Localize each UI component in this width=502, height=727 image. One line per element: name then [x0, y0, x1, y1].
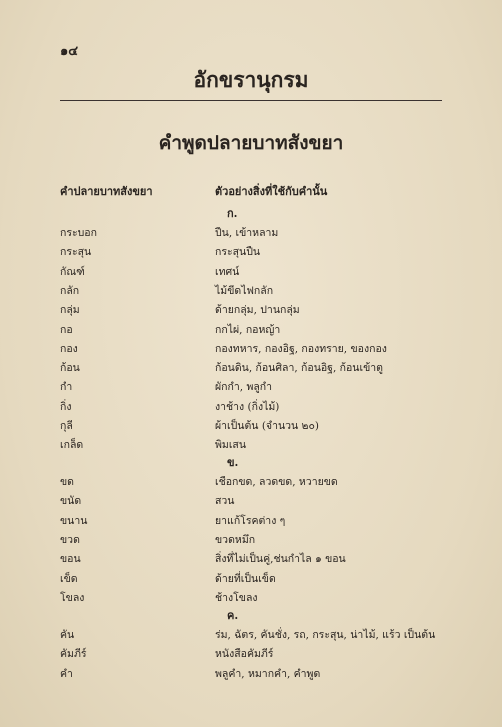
entry-row	[0, 378, 502, 396]
page-number: ๑๔	[60, 44, 79, 59]
entry-example: พิมเสน	[215, 439, 247, 452]
group-letter: ข.	[227, 456, 239, 469]
entry-row	[0, 321, 502, 339]
entry-row	[0, 224, 502, 242]
entry-row	[0, 589, 502, 607]
entry-term: ขนาน	[60, 514, 88, 527]
entry-example: กกไผ่, กอหญ้า	[215, 323, 281, 336]
entry-term: ก้อน	[60, 362, 80, 375]
entry-row	[0, 282, 502, 300]
entry-example: สวน	[215, 495, 235, 508]
entry-row	[0, 243, 502, 261]
entry-example: ด้ายที่เป็นเข็ด	[215, 572, 276, 585]
entry-example: ช้างโขลง	[215, 591, 258, 604]
entry-term: คำ	[60, 667, 73, 680]
entry-row	[0, 417, 502, 435]
entry-example: เทศน์	[215, 265, 240, 278]
entry-example: สิ่งที่ไม่เป็นคู่,ช่นกำไล ๑ ขอน	[215, 553, 346, 566]
entry-row	[0, 301, 502, 319]
entry-row	[0, 398, 502, 416]
entry-row	[0, 512, 502, 530]
entry-row	[0, 263, 502, 281]
entry-term: โขลง	[60, 591, 85, 604]
entry-example: ด้ายกลุ่ม, ปานกลุ่ม	[215, 304, 300, 317]
entry-term: ขวด	[60, 533, 80, 546]
entry-example: เชือกขด, ลวดขด, หวายขด	[215, 476, 338, 488]
entry-term: กลัก	[60, 284, 80, 297]
entry-term: คัมภีร์	[60, 648, 87, 661]
entry-example: หนังสือคัมภีร์	[215, 648, 274, 661]
entry-term: คัน	[60, 629, 75, 641]
entry-term: กระสุน	[60, 246, 92, 259]
entry-term: ขนัด	[60, 495, 82, 508]
group-letter: ก.	[227, 207, 238, 220]
entry-term: กลุ่ม	[60, 304, 80, 317]
entry-example: กองทหาร, กองอิฐ, กองทราย, ของกอง	[215, 342, 387, 355]
entry-example: งาช้าง (กิ่งไม้)	[215, 400, 280, 413]
entry-term: กุลี	[60, 420, 73, 432]
entry-term: กัณฑ์	[60, 265, 85, 278]
entry-example: กระสุนปืน	[215, 246, 261, 259]
group-letter: ค.	[227, 609, 239, 622]
entry-row	[0, 340, 502, 358]
entry-term: กอง	[60, 342, 78, 355]
term-column-header: คำปลายบาทสังขยา	[60, 185, 153, 198]
entry-row	[0, 570, 502, 588]
entry-row	[0, 626, 502, 644]
entry-term: กำ	[60, 381, 73, 394]
entry-term: กอ	[60, 323, 73, 336]
entry-example: ยาแก้โรคต่าง ๆ	[215, 514, 286, 527]
example-column-header: ตัวอย่างสิ่งที่ใช้กับคำนั้น	[215, 185, 328, 198]
entry-example: พลูคำ, หมากคำ, คำพูด	[215, 667, 321, 680]
entry-term: กระบอก	[60, 227, 97, 239]
entry-example: ก้อนดิน, ก้อนศิลา, ก้อนอิฐ, ก้อนเข้าตู	[215, 362, 383, 375]
entry-term: กิ่ง	[60, 400, 72, 413]
entry-row	[0, 473, 502, 491]
page-title: คำพูดปลายบาทสังขยา	[158, 132, 344, 154]
entry-example: ปืน, เข้าหลาม	[215, 227, 279, 239]
entry-example: ขวดหมึก	[215, 533, 256, 546]
entry-term: ขด	[60, 476, 74, 488]
entry-row	[0, 359, 502, 377]
section-title: อักขรานุกรม	[193, 67, 309, 92]
entry-term: เกล็ด	[60, 439, 84, 452]
entry-row	[0, 550, 502, 568]
entry-row	[0, 665, 502, 683]
entry-example: ผ้าเป็นต้น (จำนวน ๒๐)	[215, 420, 319, 432]
entry-row	[0, 492, 502, 510]
entry-row	[0, 436, 502, 454]
entry-row	[0, 645, 502, 663]
entry-example: ไม้ขีดไฟกลัก	[215, 284, 274, 297]
entry-example: ผักกำ, พลูกำ	[215, 381, 273, 394]
entry-term: ขอน	[60, 553, 81, 566]
entry-row	[0, 531, 502, 549]
entry-term: เข็ด	[60, 572, 78, 585]
entry-example: ร่ม, ฉัตร, คันชั่ง, รถ, กระสุน, น่าไม้, แร้ว เป็นต้น	[215, 629, 436, 641]
title-divider	[60, 100, 442, 101]
